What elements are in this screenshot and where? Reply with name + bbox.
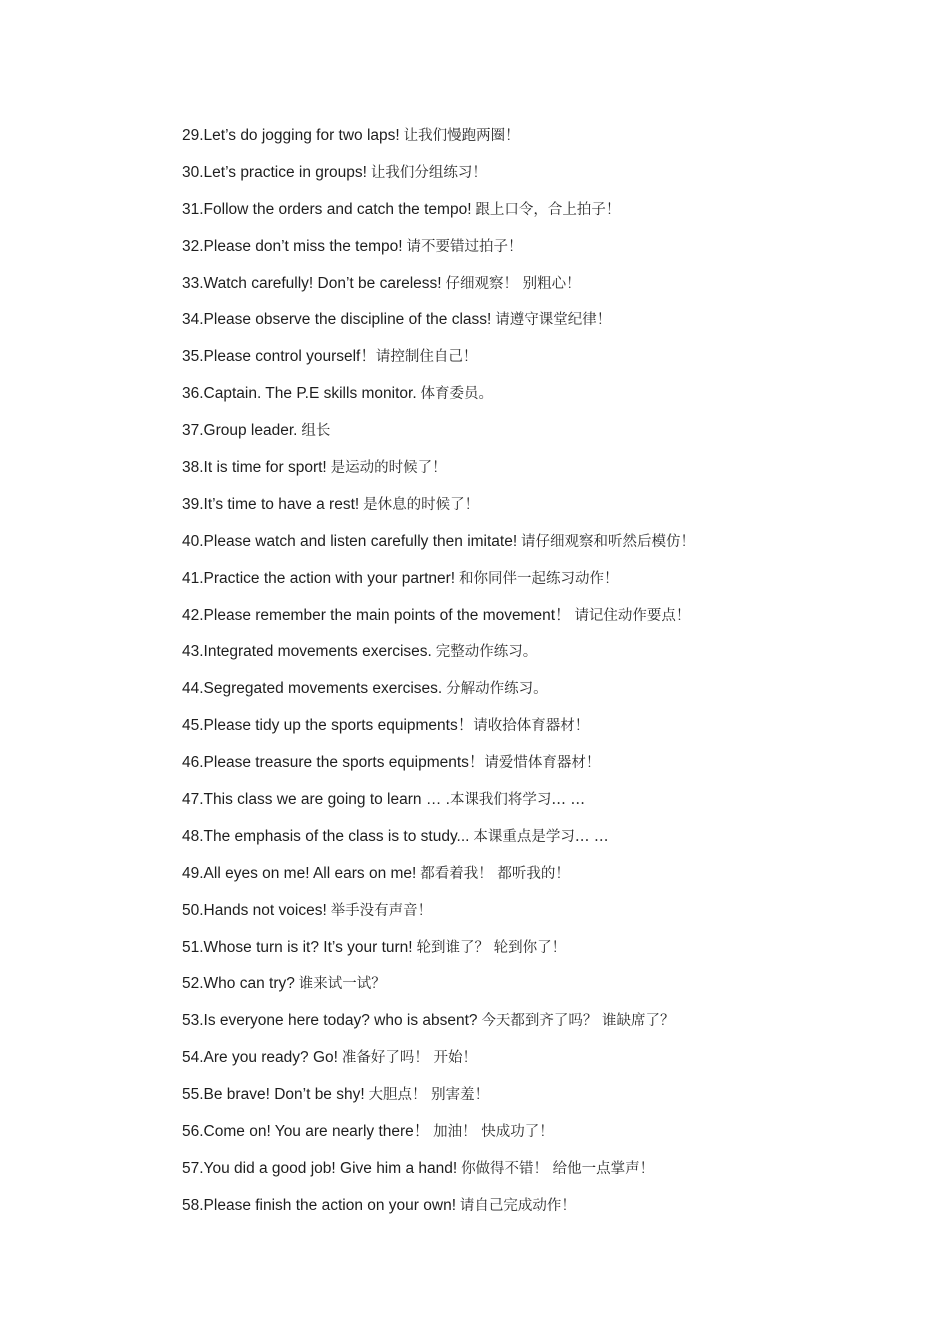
phrase-line [182,456,922,493]
chinese-translation: 跟上口令，合上拍子！ [475,201,621,218]
phrase-line [182,235,922,272]
english-phrase: 57.You did a good job! Give him a hand! [182,1159,458,1177]
english-phrase: 49.All eyes on me! All ears on me! [182,864,417,882]
chinese-translation: 轮到谁了？ 轮到你了！ [416,939,567,956]
phrase-line [182,936,922,973]
english-phrase: 55.Be brave! Don’t be shy! [182,1086,365,1104]
chinese-translation: 举手没有声音！ [330,902,433,919]
phrase-line [182,272,922,309]
phrase-line [182,1083,922,1120]
chinese-translation: 请仔细观察和听然后模仿！ [521,533,696,550]
english-phrase: 34.Please observe the discipline of the class! [182,311,492,329]
english-phrase: 50.Hands not voices! [182,901,327,919]
phrase-line [182,493,922,530]
phrase-line [182,604,922,641]
english-phrase: 46.Please treasure the sports equipments！ [182,754,485,772]
chinese-translation: 是运动的时候了！ [330,460,447,477]
phrase-line [182,419,922,456]
english-phrase: 36.Captain. The P.E skills monitor. [182,385,417,403]
chinese-translation: 请遵守课堂纪律！ [495,312,612,329]
phrase-line [182,124,922,161]
english-phrase: 41.Practice the action with your partner! [182,569,456,587]
phrase-list [182,124,922,1231]
english-phrase: 58.Please finish the action on your own! [182,1196,457,1214]
chinese-translation: 让我们慢跑两圈！ [403,128,520,144]
chinese-translation: 都看着我！ 都听我的！ [420,865,570,882]
chinese-translation: 仔细观察！ 别粗心！ [445,275,581,292]
phrase-line [182,899,922,936]
english-phrase: 38.It is time for sport! [182,459,327,477]
chinese-translation: 和你同伴一起练习动作！ [459,570,619,587]
chinese-translation: 大胆点！ 别害羞！ [368,1087,490,1104]
phrase-line [182,308,922,345]
english-phrase: 35.Please control yourself！ [182,348,376,366]
chinese-translation: 加油！ 快成功了！ [433,1124,554,1141]
phrase-line [182,161,922,198]
phrase-line [182,567,922,604]
english-phrase: 31.Follow the orders and catch the tempo! [182,200,472,218]
chinese-translation: 本课我们将学习… … [449,792,586,809]
phrase-line [182,1157,922,1194]
phrase-line [182,825,922,862]
chinese-translation: 准备好了吗！ 开始！ [341,1050,477,1067]
phrase-line [182,677,922,714]
english-phrase: 44.Segregated movements exercises. [182,680,443,698]
english-phrase: 48.The emphasis of the class is to study... [182,827,470,845]
phrase-line [182,345,922,382]
chinese-translation: 请收拾体育器材！ [473,718,590,735]
phrase-line [182,198,922,235]
english-phrase: 51.Whose turn is it? It’s your turn! [182,938,413,956]
english-phrase: 37.Group leader. [182,422,298,440]
phrase-line [182,1009,922,1046]
phrase-line [182,1194,922,1231]
chinese-translation: 是休息的时候了！ [363,496,480,513]
english-phrase: 40.Please watch and listen carefully then imitate! [182,532,518,550]
chinese-translation: 请自己完成动作！ [459,1197,576,1214]
chinese-translation: 你做得不错！ 给他一点掌声！ [461,1160,655,1177]
chinese-translation: 请爱惜体育器材！ [484,755,601,772]
english-phrase: 45.Please tidy up the sports equipments！ [182,717,474,735]
phrase-line [182,382,922,419]
phrase-line [182,751,922,788]
chinese-translation: 今天都到齐了吗？ 谁缺席了？ [481,1013,675,1030]
english-phrase: 52.Who can try? [182,975,295,993]
english-phrase: 47.This class we are going to learn … . [182,791,450,809]
english-phrase: 54.Are you ready? Go! [182,1049,338,1067]
phrase-line [182,1120,922,1157]
phrase-line [182,640,922,677]
chinese-translation: 让我们分组练习！ [370,164,487,181]
english-phrase: 56.Come on! You are nearly there！ [182,1123,430,1141]
english-phrase: 43.Integrated movements exercises. [182,643,432,661]
english-phrase: 33.Watch carefully! Don’t be careless! [182,274,442,292]
phrase-line [182,714,922,751]
phrase-line [182,862,922,899]
phrase-line [182,1046,922,1083]
chinese-translation: 体育委员。 [420,386,494,403]
english-phrase: 29.Let’s do jogging for two laps! [182,127,400,144]
chinese-translation: 请控制住自己！ [375,349,478,366]
english-phrase: 53.Is everyone here today? who is absent? [182,1012,478,1030]
english-phrase: 42.Please remember the main points of the movement！ [182,606,571,624]
chinese-translation: 谁来试一试？ [298,976,386,993]
chinese-translation: 分解动作练习。 [446,681,548,698]
english-phrase: 39.It’s time to have a rest! [182,495,360,513]
chinese-translation: 请记住动作要点！ [574,607,691,624]
english-phrase: 32.Please don’t miss the tempo! [182,237,403,255]
phrase-line [182,972,922,1009]
chinese-translation: 组长 [301,423,331,440]
chinese-translation: 本课重点是学习… … [473,828,609,845]
phrase-line [182,530,922,567]
phrase-line [182,788,922,825]
chinese-translation: 请不要错过拍子！ [406,238,523,255]
english-phrase: 30.Let’s practice in groups! [182,163,367,181]
chinese-translation: 完整动作练习。 [435,644,538,661]
